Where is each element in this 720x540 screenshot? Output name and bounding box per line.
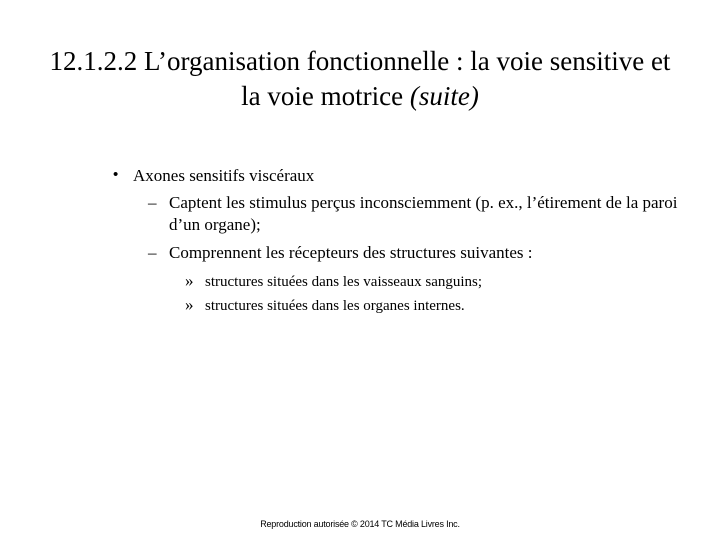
- chevron-marker: »: [185, 294, 194, 314]
- bullet-visceral-sensory-axons: [113, 165, 693, 187]
- bullet-text: Axones sensitifs viscéraux: [133, 166, 315, 185]
- sub-sub-bullet-text: structures situées dans les vaisseaux sanguins;: [205, 273, 483, 290]
- sub-sub-bullet-list: [185, 270, 693, 318]
- sub-bullet-text: Comprennent les récepteurs des structures suivantes :: [169, 243, 533, 262]
- slide-title-suffix: (suite): [409, 81, 479, 111]
- chevron-marker: »: [185, 270, 194, 290]
- slide-title: [40, 44, 680, 114]
- sub-sub-bullet-blood-vessels: [185, 270, 693, 294]
- sub-bullet-receptors: [148, 242, 693, 264]
- copyright-footer: Reproduction autorisée © 2014 TC Média Livres Inc.: [260, 519, 460, 529]
- sub-bullet-capture-stimuli: [148, 192, 693, 235]
- bullet-marker: •: [113, 166, 119, 183]
- slide-title-main: 12.1.2.2 L’organisation fonctionnelle : la voie sensitive et la voie motrice: [49, 46, 671, 111]
- dash-marker: –: [148, 243, 157, 262]
- dash-marker: –: [148, 193, 157, 212]
- slide-content: [113, 165, 693, 318]
- sub-sub-bullet-internal-organs: [185, 294, 693, 318]
- sub-bullet-text: Captent les stimulus perçus inconsciemment (p. ex., l’étirement de la paroi d’un organe);: [169, 193, 678, 234]
- sub-bullet-list: [148, 192, 693, 318]
- sub-sub-bullet-text: structures situées dans les organes internes.: [205, 297, 465, 314]
